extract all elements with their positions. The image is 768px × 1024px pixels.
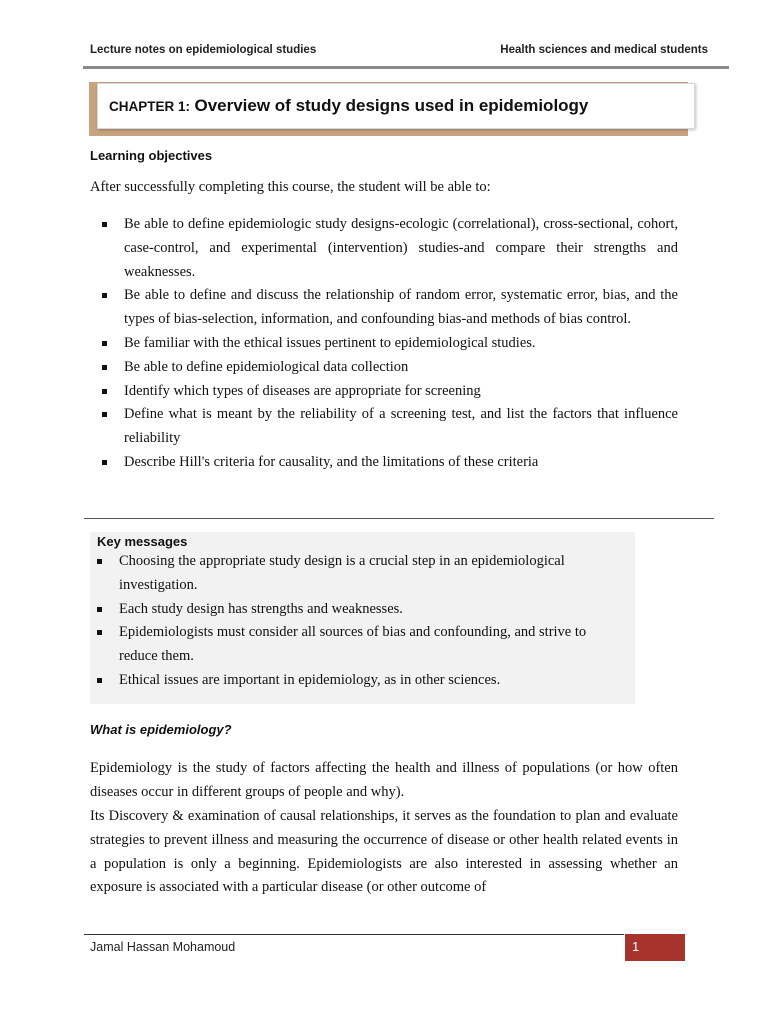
list-item-text: Be able to define and discuss the relationship of random error, systematic error, bias, and the types of bias-selection, information, and confounding bias-and methods of bias control.: [124, 287, 678, 328]
key-messages-list: [90, 550, 610, 693]
list-item: [90, 550, 610, 598]
list-item: [90, 403, 678, 451]
square-bullet-icon: [102, 460, 107, 465]
body-paragraph: Epidemiology is the study of factors affecting the health and illness of populations (or how often diseases occur in different groups of people and why).: [90, 760, 678, 800]
chapter-title-box: [97, 83, 695, 129]
chapter-title: [109, 96, 588, 116]
square-bullet-icon: [102, 412, 107, 417]
chapter-number: CHAPTER 1:: [109, 99, 191, 114]
list-item: [90, 332, 678, 356]
list-item-text: Be able to define epidemiologic study designs-ecologic (correlational), cross-sectional, cohort, case-control, and experimental (intervention) studies-and compare their strengths and weaknesses.: [124, 216, 678, 280]
list-item-text: Describe Hill's criteria for causality, and the limitations of these criteria: [124, 453, 539, 470]
header-rule: [83, 66, 729, 69]
chapter-name: Overview of study designs used in epidemiology: [194, 96, 589, 115]
list-item-text: Ethical issues are important in epidemiology, as in other sciences.: [119, 671, 501, 688]
list-item: [90, 356, 678, 380]
page-header: [90, 44, 708, 60]
page-number: 1: [632, 939, 640, 954]
square-bullet-icon: [102, 365, 107, 370]
square-bullet-icon: [102, 341, 107, 346]
square-bullet-icon: [97, 559, 102, 564]
list-item-text: Be familiar with the ethical issues pertinent to epidemiological studies.: [124, 334, 536, 351]
list-item-text: Define what is meant by the reliability of a screening test, and list the factors that influence reliability: [124, 406, 678, 447]
footer-author: Jamal Hassan Mohamoud: [90, 940, 236, 954]
section-divider: [84, 518, 714, 519]
footer-rule: [84, 934, 624, 935]
learning-objectives-list: [90, 213, 678, 475]
list-item: [90, 621, 610, 669]
square-bullet-icon: [97, 607, 102, 612]
chapter-banner: [89, 82, 688, 136]
list-item: [90, 380, 678, 404]
header-audience: Health sciences and medical students: [500, 44, 708, 56]
list-item: [90, 451, 678, 475]
header-course-title: Lecture notes on epidemiological studies: [90, 44, 317, 56]
square-bullet-icon: [97, 630, 102, 635]
square-bullet-icon: [102, 389, 107, 394]
learning-objectives-heading: Learning objectives: [90, 148, 213, 163]
square-bullet-icon: [97, 678, 102, 683]
list-item-text: Identify which types of diseases are appropriate for screening: [124, 382, 481, 399]
list-item: [90, 213, 678, 284]
key-messages-heading: Key messages: [97, 534, 188, 549]
list-item: [90, 669, 610, 693]
section-heading: What is epidemiology?: [90, 722, 232, 737]
list-item: [90, 284, 678, 332]
square-bullet-icon: [102, 293, 107, 298]
list-item-text: Each study design has strengths and weaknesses.: [119, 600, 403, 617]
list-item-text: Epidemiologists must consider all sources of bias and confounding, and strive to reduce them.: [119, 624, 587, 665]
list-item-text: Choosing the appropriate study design is a crucial step in an epidemiological investigation.: [119, 553, 565, 593]
page-number-badge: [625, 934, 685, 961]
square-bullet-icon: [102, 222, 107, 227]
body-paragraph: Its Discovery & examination of causal relationships, it serves as the foundation to plan and evaluate strategies to prevent illness and measuring the occurrence of disease or other health related events in a population is only a beginning. Epidemiologists are also interested in assessing whether an exposure is associated with a particular disease (or other outcome of: [90, 808, 678, 895]
list-item-text: Be able to define epidemiological data collection: [124, 358, 409, 375]
key-messages-box: [90, 532, 635, 704]
list-item: [90, 598, 610, 622]
learning-objectives-intro: After successfully completing this course, the student will be able to:: [90, 179, 491, 195]
